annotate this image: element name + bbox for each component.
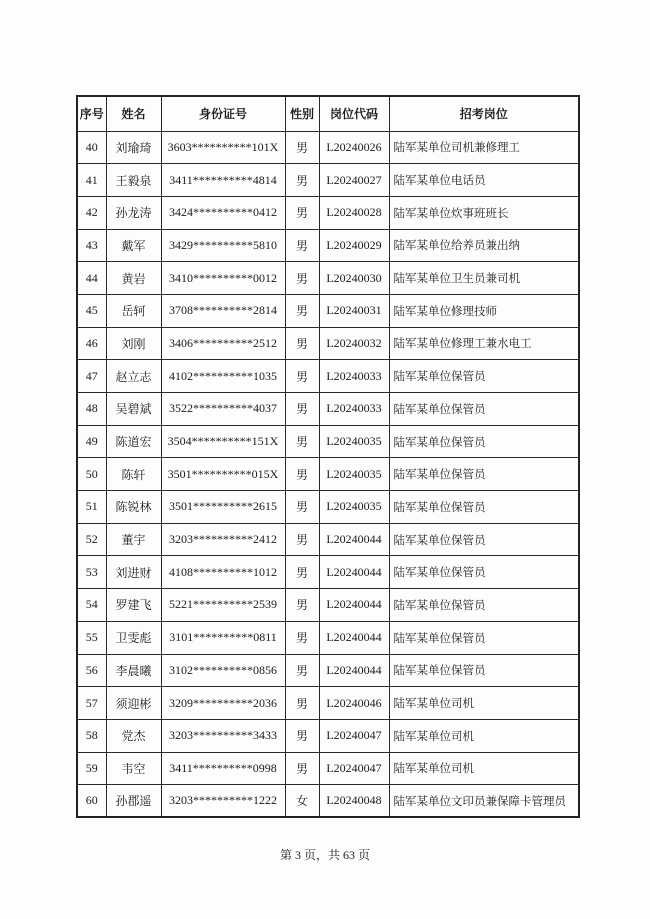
cell-seq: 56 <box>77 654 106 687</box>
cell-job-code: L20240047 <box>319 719 389 752</box>
table-row <box>77 719 579 752</box>
cell-job-title: 陆军某单位司机 <box>389 687 579 720</box>
cell-seq: 55 <box>77 621 106 654</box>
cell-name: 黄岩 <box>106 262 161 295</box>
cell-gender: 男 <box>285 393 319 426</box>
table-row <box>77 621 579 654</box>
cell-job-code: L20240046 <box>319 687 389 720</box>
table-row <box>77 556 579 589</box>
table-header-row <box>77 96 579 131</box>
cell-seq: 53 <box>77 556 106 589</box>
cell-name: 孙郡遥 <box>106 785 161 818</box>
cell-job-code: L20240035 <box>319 491 389 524</box>
column-header-job-title: 招考岗位 <box>389 96 579 131</box>
table-row <box>77 589 579 622</box>
cell-gender: 男 <box>285 294 319 327</box>
cell-job-title: 陆军某单位保管员 <box>389 523 579 556</box>
cell-id-number: 3410**********0012 <box>161 262 285 295</box>
cell-job-code: L20240044 <box>319 654 389 687</box>
cell-id-number: 3411**********0998 <box>161 752 285 785</box>
cell-seq: 54 <box>77 589 106 622</box>
table-row <box>77 262 579 295</box>
cell-id-number: 3429**********5810 <box>161 229 285 262</box>
table-row <box>77 491 579 524</box>
cell-seq: 44 <box>77 262 106 295</box>
table-row <box>77 360 579 393</box>
cell-job-code: L20240031 <box>319 294 389 327</box>
cell-name: 刘刚 <box>106 327 161 360</box>
cell-job-title: 陆军某单位修理工兼水电工 <box>389 327 579 360</box>
table-row <box>77 458 579 491</box>
cell-gender: 男 <box>285 752 319 785</box>
cell-gender: 男 <box>285 458 319 491</box>
cell-id-number: 4102**********1035 <box>161 360 285 393</box>
table-row <box>77 131 579 164</box>
table-row <box>77 687 579 720</box>
table-row <box>77 196 579 229</box>
table-row <box>77 393 579 426</box>
cell-id-number: 5221**********2539 <box>161 589 285 622</box>
cell-gender: 男 <box>285 654 319 687</box>
cell-gender: 男 <box>285 360 319 393</box>
cell-job-code: L20240044 <box>319 589 389 622</box>
cell-name: 陈道宏 <box>106 425 161 458</box>
cell-id-number: 3203**********3433 <box>161 719 285 752</box>
cell-job-title: 陆军某单位炊事班班长 <box>389 196 579 229</box>
cell-id-number: 3501**********015X <box>161 458 285 491</box>
column-header-seq: 序号 <box>77 96 106 131</box>
cell-name: 戴军 <box>106 229 161 262</box>
cell-job-title: 陆军某单位保管员 <box>389 425 579 458</box>
cell-job-title: 陆军某单位保管员 <box>389 393 579 426</box>
cell-name: 王毅泉 <box>106 164 161 197</box>
cell-job-code: L20240047 <box>319 752 389 785</box>
cell-seq: 40 <box>77 131 106 164</box>
cell-seq: 42 <box>77 196 106 229</box>
table-row <box>77 654 579 687</box>
cell-job-title: 陆军某单位卫生员兼司机 <box>389 262 579 295</box>
column-header-gender: 性别 <box>285 96 319 131</box>
cell-gender: 女 <box>285 785 319 818</box>
cell-gender: 男 <box>285 327 319 360</box>
cell-gender: 男 <box>285 523 319 556</box>
cell-gender: 男 <box>285 491 319 524</box>
cell-job-title: 陆军某单位文印员兼保障卡管理员 <box>389 785 579 818</box>
cell-name: 董宇 <box>106 523 161 556</box>
cell-id-number: 3209**********2036 <box>161 687 285 720</box>
cell-name: 岳轲 <box>106 294 161 327</box>
cell-gender: 男 <box>285 621 319 654</box>
cell-seq: 47 <box>77 360 106 393</box>
cell-id-number: 3424**********0412 <box>161 196 285 229</box>
cell-id-number: 3406**********2512 <box>161 327 285 360</box>
cell-job-title: 陆军某单位保管员 <box>389 491 579 524</box>
cell-name: 李晨曦 <box>106 654 161 687</box>
table-row <box>77 523 579 556</box>
cell-gender: 男 <box>285 262 319 295</box>
cell-seq: 59 <box>77 752 106 785</box>
table-row <box>77 425 579 458</box>
cell-gender: 男 <box>285 229 319 262</box>
cell-id-number: 3101**********0811 <box>161 621 285 654</box>
cell-job-code: L20240032 <box>319 327 389 360</box>
cell-job-title: 陆军某单位保管员 <box>389 654 579 687</box>
cell-job-code: L20240048 <box>319 785 389 818</box>
cell-name: 刘瑜琦 <box>106 131 161 164</box>
cell-gender: 男 <box>285 687 319 720</box>
cell-job-title: 陆军某单位保管员 <box>389 621 579 654</box>
cell-gender: 男 <box>285 164 319 197</box>
cell-id-number: 3708**********2814 <box>161 294 285 327</box>
table-row <box>77 785 579 818</box>
cell-gender: 男 <box>285 425 319 458</box>
cell-seq: 51 <box>77 491 106 524</box>
cell-name: 赵立志 <box>106 360 161 393</box>
cell-seq: 58 <box>77 719 106 752</box>
cell-gender: 男 <box>285 719 319 752</box>
column-header-job-code: 岗位代码 <box>319 96 389 131</box>
column-header-id-number: 身份证号 <box>161 96 285 131</box>
cell-job-code: L20240033 <box>319 393 389 426</box>
cell-seq: 46 <box>77 327 106 360</box>
table-row <box>77 294 579 327</box>
cell-job-title: 陆军某单位保管员 <box>389 556 579 589</box>
cell-job-code: L20240044 <box>319 621 389 654</box>
cell-job-code: L20240030 <box>319 262 389 295</box>
cell-job-code: L20240027 <box>319 164 389 197</box>
cell-seq: 60 <box>77 785 106 818</box>
cell-id-number: 3411**********4814 <box>161 164 285 197</box>
cell-seq: 45 <box>77 294 106 327</box>
cell-name: 孙龙涛 <box>106 196 161 229</box>
recruitment-roster-table <box>76 95 580 818</box>
cell-id-number: 3102**********0856 <box>161 654 285 687</box>
cell-name: 刘进财 <box>106 556 161 589</box>
cell-id-number: 3501**********2615 <box>161 491 285 524</box>
cell-id-number: 3522**********4037 <box>161 393 285 426</box>
cell-id-number: 3203**********1222 <box>161 785 285 818</box>
cell-seq: 50 <box>77 458 106 491</box>
cell-job-title: 陆军某单位司机 <box>389 719 579 752</box>
cell-job-code: L20240026 <box>319 131 389 164</box>
cell-seq: 48 <box>77 393 106 426</box>
cell-gender: 男 <box>285 556 319 589</box>
cell-seq: 43 <box>77 229 106 262</box>
cell-job-title: 陆军某单位给养员兼出纳 <box>389 229 579 262</box>
cell-job-code: L20240029 <box>319 229 389 262</box>
cell-id-number: 3504**********151X <box>161 425 285 458</box>
cell-job-code: L20240028 <box>319 196 389 229</box>
cell-name: 罗建飞 <box>106 589 161 622</box>
cell-gender: 男 <box>285 589 319 622</box>
cell-job-title: 陆军某单位司机兼修理工 <box>389 131 579 164</box>
cell-name: 党杰 <box>106 719 161 752</box>
cell-name: 吴碧斌 <box>106 393 161 426</box>
table-row <box>77 229 579 262</box>
cell-job-title: 陆军某单位修理技师 <box>389 294 579 327</box>
table-row <box>77 327 579 360</box>
cell-name: 卫雯彪 <box>106 621 161 654</box>
table-row <box>77 164 579 197</box>
page-number-footer: 第 3 页，共 63 页 <box>279 848 370 862</box>
cell-seq: 52 <box>77 523 106 556</box>
table-row <box>77 752 579 785</box>
cell-id-number: 3603**********101X <box>161 131 285 164</box>
cell-job-code: L20240044 <box>319 523 389 556</box>
cell-job-code: L20240035 <box>319 458 389 491</box>
cell-seq: 49 <box>77 425 106 458</box>
column-header-name: 姓名 <box>106 96 161 131</box>
cell-job-title: 陆军某单位保管员 <box>389 360 579 393</box>
cell-name: 陈锐林 <box>106 491 161 524</box>
cell-job-title: 陆军某单位电话员 <box>389 164 579 197</box>
cell-job-code: L20240044 <box>319 556 389 589</box>
cell-job-title: 陆军某单位保管员 <box>389 589 579 622</box>
cell-gender: 男 <box>285 131 319 164</box>
cell-job-code: L20240033 <box>319 360 389 393</box>
cell-id-number: 3203**********2412 <box>161 523 285 556</box>
table-body <box>77 131 579 817</box>
cell-seq: 41 <box>77 164 106 197</box>
cell-seq: 57 <box>77 687 106 720</box>
cell-name: 韦空 <box>106 752 161 785</box>
cell-job-title: 陆军某单位保管员 <box>389 458 579 491</box>
cell-name: 陈轩 <box>106 458 161 491</box>
cell-id-number: 4108**********1012 <box>161 556 285 589</box>
cell-job-title: 陆军某单位司机 <box>389 752 579 785</box>
cell-gender: 男 <box>285 196 319 229</box>
cell-name: 须迎彬 <box>106 687 161 720</box>
cell-job-code: L20240035 <box>319 425 389 458</box>
